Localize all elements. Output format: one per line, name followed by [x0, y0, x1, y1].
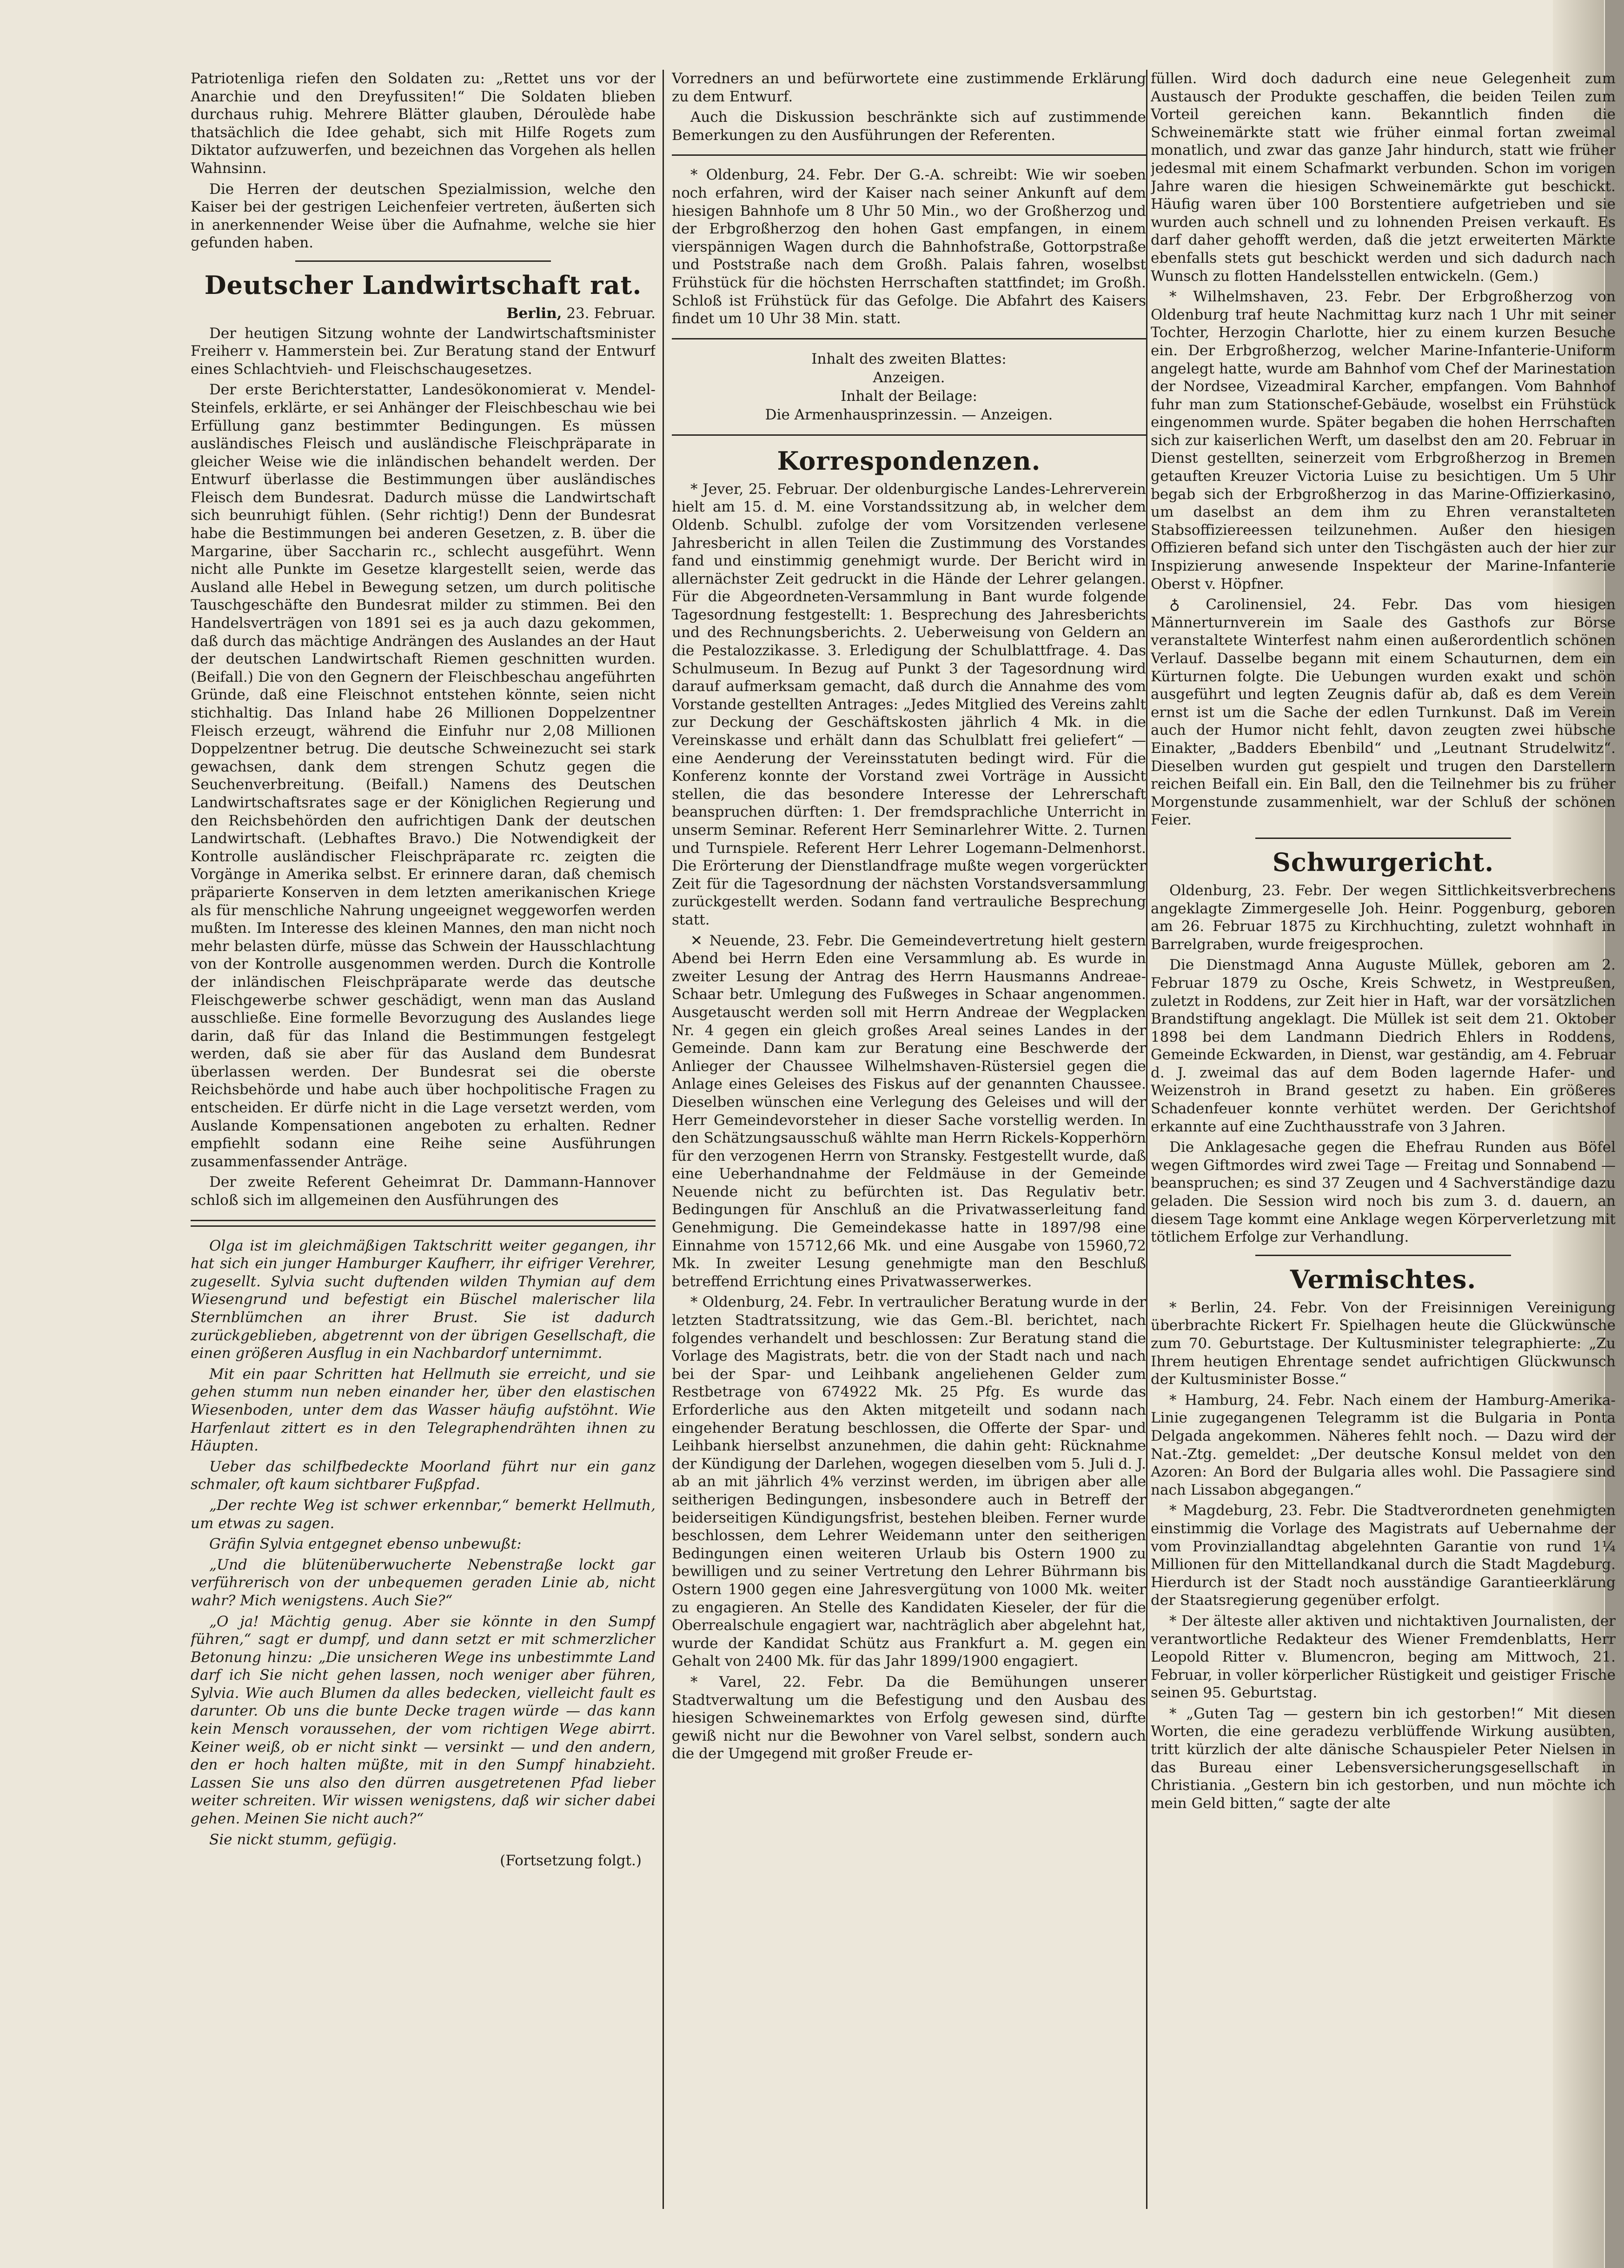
varel-report: * Varel, 22. Febr. Da die Bemühungen unserer Stadtverwaltung um die Befestigung und den Ausbau des hiesigen Schweinemarktes von Erfolg gewesen sind, dürfte gewiß nicht nur die Bewohner von Varel selbst, sondern auch die der Umgegend mit großer Freude er-: [672, 1673, 1146, 1763]
dateline: [191, 305, 656, 323]
paris-report-continuation: Patriotenliga riefen den Soldaten zu: „Rettet uns vor der Anarchie und den Dreyfussiten!“ Die Soldaten blieben durchaus ruhig. Mehrere Blätter glauben, Déroulède habe thatsächlich die Idee gehabt, sich mit Hilfe Rogets zum Diktator aufzuwerfen, und bezeichnen das Vorgehen als hellen Wahnsinn.: [191, 70, 656, 177]
court-report: Die Anklagesache gegen die Ehefrau Runden aus Böfel wegen Giftmordes wird zwei Tage — Freitag und Sonnabend — beanspruchen; es sind 37 Zeugen und 4 Sachverständige dazu geladen. Die Session wird noch bis zum 3. d. dauern, an diesem Tage kommt eine Anklage wegen Körperverletzung mit tötlichem Erfolge zur Verhandlung.: [1151, 1139, 1616, 1246]
oldenburg-stadtrat-report: * Oldenburg, 24. Febr. In vertraulicher Beratung wurde in der letzten Stadtratssitzung, wie das Gem.-Bl. berichtet, nach folgendes verhandelt und beschlossen: Zur Beratung stand die Vorlage des Magistrats, betr. die von der Stadt nach und nach bei der Spar- und Leihbank angeliehenen Gelder zum Restbetrage von 674922 Mk. 25 Pfg. Es wurde das Erforderliche aus den Akten mitgeteilt und sodann nach eingehender Beratung beschlossen, die Offerte der Spar- und Leihbank hierselbst anzunehmen, die dahin geht: Rücknahme der Kündigung der Darlehen, wogegen dieselben vom 5. Juli d. J. ab an mit jährlich 4% verzinst werden, im übrigen aber alle seitherigen Bedingungen, insbesondere auch in Betreff der beiderseitigen Kündigungsfrist, bestehen bleiben. Ferner wurde beschlossen, dem Lehrer Weidemann unter den seitherigen Bedingungen einen weiteren Urlaub bis Ostern 1900 zu bewilligen und zu seiner Vertretung den Lehrer Bührmann bis Ostern 1900 gegen eine Jahresvergütung von 1000 Mk. weiter zu engagieren. An Stelle des Kandidaten Kieseler, der für die Oberrealschule engagiert war, nachträglich aber abgelehnt hat, wurde der Kandidat Schütz aus Frankfurt a. M. gegen ein Gehalt von 2400 Mk. für das Jahr 1899/1900 engagiert.: [672, 1294, 1146, 1670]
court-report: Die Dienstmagd Anna Auguste Müllek, geboren am 2. Februar 1879 zu Osche, Kreis Schwetz, in Westpreußen, zuletzt in Roddens, zur Zeit hier in Haft, war der vorsätzlichen Brandstiftung angeklagt. Die Müllek ist seit dem 21. Oktober 1898 bei dem Landmann Diedrich Ehlers in Roddens, Gemeinde Eckwarden, in Dienst, war geständig, am 4. Februar d. J. zweimal das auf dem Boden lagernde Hafer- und Weizenstroh in Brand gesetzt zu haben. Ein größeres Schadenfeuer konnte verhütet werden. Der Gerichtshof erkannte auf eine Zuchthausstrafe von 3 Jahren.: [1151, 957, 1616, 1135]
section-heading-schwurgericht: Schwurgericht.: [1272, 847, 1494, 877]
story-paragraph: Sie nickt stumm, gefügig.: [209, 1831, 397, 1848]
miscellany-item: * „Guten Tag — gestern bin ich gestorben!“ Mit diesen Worten, die eine geradezu verblüffende Wirkung ausübten, tritt kürzlich der alte dänische Schauspieler Peter Nielsen in das Bureau einer Lebensversicherungsgesellschaft in Christiania. „Gestern bin ich gestorben, und nun möchte ich mein Geld bitten,“ sagte der alte: [1151, 1705, 1616, 1812]
article-paragraph: Vorredners an und befürwortete eine zustimmende Erklärung zu dem Entwurf.: [672, 70, 1146, 105]
section-divider: [672, 154, 1146, 156]
miscellany-item: * Hamburg, 24. Febr. Nach einem der Hamburg-Amerika-Linie zugegangenen Telegramm ist die Bulgaria in Ponta Delgada angekommen. Näheres fehlt noch. — Dazu wird der Nat.-Ztg. gemeldet: „Der deutsche Konsul meldet von den Azoren: An Bord der Bulgaria alles wohl. Die Passagiere sind nach Lissabon abgegangen.“: [1151, 1391, 1616, 1498]
miscellany-item: * Der älteste aller aktiven und nichtaktiven Journalisten, der verantwortliche Redakteur des Wiener Fremdenblatts, Herr Leopold Ritter v. Blumencron, beging am Mittwoch, 21. Februar, in voller körperlicher Rüstigkeit und geistiger Frische seinen 95. Geburtstag.: [1151, 1612, 1616, 1702]
story-paragraph: Gräfin Sylvia entgegnet ebenso unbewußt:: [209, 1536, 522, 1553]
column-rule-1: [663, 70, 664, 2209]
contents-second-sheet-label: Inhalt des zweiten Blattes:: [811, 350, 1007, 367]
varel-report-continuation: füllen. Wird doch dadurch eine neue Gelegenheit zum Austausch der Produkte geschaffen, die beiden Teilen zum Vorteil gereichen kann. Bekanntlich finden die Schweinemärkte statt wie früher einmal fortan zweimal monatlich, und zwar das ganze Jahr hindurch, statt wie früher jedesmal mit einem Schafmarkt verbunden. Schon im vorigen Jahre waren die hiesigen Schweinemärkte gut beschickt. Häufig waren über 100 Borstentiere aufgetrieben und sie wurden auch schnell und zu lohnenden Preisen verkauft. Es darf daher gehofft werden, daß die jetzt erweiterten Märkte ebenfalls stets gut beschickt werden und sich dadurch nach Wunsch zu flotten Handelsstellen entwickeln. (Gem.): [1151, 70, 1616, 285]
feuilleton-divider: [191, 1220, 656, 1227]
contents-supplement-value: Die Armenhausprinzessin. — Anzeigen.: [765, 406, 1053, 423]
story-paragraph: Ueber das schilfbedeckte Moorland führt nur ein ganz schmaler, oft kaum sichtbarer Fußpfad.: [191, 1458, 656, 1493]
contents-second-sheet-value: Anzeigen.: [873, 369, 945, 386]
column-2: [672, 70, 1146, 1766]
column-1: [191, 70, 656, 1870]
column-rule-2: [1146, 70, 1147, 2209]
section-heading-korrespondenzen: Korrespondenzen.: [777, 446, 1041, 476]
story-paragraph: „Und die blütenüberwucherte Nebenstraße lockt gar verführerisch von der unbequemen geraden Linie ab, nicht wahr? Mich wenigstens. Auch Sie?“: [191, 1556, 656, 1609]
section-divider: [1255, 1255, 1511, 1256]
section-heading-vermischtes: Vermischtes.: [1290, 1264, 1477, 1294]
story-paragraph: „O ja! Mächtig genug. Aber sie könnte in den Sumpf führen,“ sagt er dumpf, und dann setzt er mit schmerzlicher Betonung hinzu: „Die unsicheren Wege ins unbestimmte Land darf ich Sie nicht gehen lassen, noch weniger aber führen, Sylvia. Wie auch Blumen da alles bedecken, vielleicht fault es darunter. Ob uns die bunte Decke tragen würde — das kann kein Mensch voraussehen, der vom richtigen Wege abirrt. Keiner weiß, ob er nicht sinkt — versinkt — und den andern, den er hoch halten müßte, mit in den Sumpf hinabzieht. Lassen Sie uns also den dürren ausgetretenen Pfad lieber weiter schreiten. Wir wissen wenigstens, daß wir sicher dabei gehen. Meinen Sie nicht auch?“: [191, 1613, 656, 1828]
story-paragraph: Olga ist im gleichmäßigen Taktschritt weiter gegangen, ihr hat sich ein junger Hamburger Kaufherr, ihr eifriger Verehrer, zugesellt. Sylvia sucht duftenden wilden Thymian auf dem Wiesengrund und befestigt ein Büschel malerischer lila Sternblümchen an ihrer Brust. Sie ist dadurch zurückgeblieben, abgetrennt von der übrigen Gesellschaft, die einen größeren Ausflug in ein Nachbardorf unternimmt.: [191, 1237, 656, 1362]
story-paragraph: Mit ein paar Schritten hat Hellmuth sie erreicht, und sie gehen stumm nun neben einander her, über den elastischen Wiesenboden, unter dem das Wasser häufig aufstöhnt. Wie Harfenlaut zittert es in den Telegraphendrähten ihnen zu Häupten.: [191, 1365, 656, 1455]
section-divider: [1255, 838, 1511, 839]
article-paragraph: Auch die Diskussion beschränkte sich auf zustimmende Bemerkungen zu den Ausführungen der Referenten.: [672, 109, 1146, 144]
column-3: [1151, 70, 1616, 1815]
carolinensiel-report: ♁ Carolinensiel, 24. Febr. Das vom hiesigen Männerturnverein im Saale des Gasthofs zur Börse veranstaltete Winterfest nahm einen außerordentlich schönen Verlauf. Dasselbe begann mit einem Schauturnen, dem ein Kürturnen folgte. Die Uebungen wurden exakt und schön ausgeführt und legten Zeugnis dafür ab, daß es dem Verein ernst ist um die Sache der edlen Turnkunst. Daß im Verein auch der Humor nicht fehlt, davon zeugten zwei hübsche Einakter, „Badders Ebenbild“ und „Leutnant Strudelwitz“. Dieselben wurden gut gespielt und trugen den Darstellern reichen Beifall ein. Ein Ball, den die Teilnehmer bis zu früher Morgenstunde zusammenhielt, war der Schluß der schönen Feier.: [1151, 596, 1616, 829]
article-paragraph: Der heutigen Sitzung wohnte der Landwirtschaftsminister Freiherr v. Hammerstein bei. Zur Beratung stand der Entwurf eines Schlachtvieh- und Fleischschaugesetzes.: [191, 325, 656, 378]
dateline-place: Berlin,: [506, 305, 562, 322]
section-divider: [672, 338, 1146, 339]
section-heading-landwirtschaftsrat: Deutscher Landwirtschaft rat.: [204, 270, 642, 300]
feuilleton-story: [191, 1237, 656, 1870]
miscellany-item: * Magdeburg, 23. Febr. Die Stadtverordneten genehmigten einstimmig die Vorlage des Magistrats auf Uebernahme der vom Provinziallandtag abgelehnten Garantie von rund 1¼ Millionen für den Mittellandkanal durch die Stadt Magdeburg. Hierdurch ist der Stadt noch ausständige Garantieerklärung der Staatsregierung gegenüber erfolgt.: [1151, 1502, 1616, 1609]
oldenburg-kaiser-report: * Oldenburg, 24. Febr. Der G.-A. schreibt: Wie wir soeben noch erfahren, wird der Kaiser nach seiner Ankunft auf dem hiesigen Bahnhofe um 8 Uhr 50 Min., wo der Großherzog und der Erbgroßherzog den hohen Gast empfangen, in einem vierspännigen Wagen durch die Bahnhofstraße, Gottorpstraße und Poststraße nach dem Großh. Palais fahren, woselbst Frühstück für die höchsten Herrschaften stattfindet; im Großh. Schloß ist Frühstück für das Gefolge. Die Abfahrt des Kaisers findet um 10 Uhr 38 Min. statt.: [672, 166, 1146, 327]
neuende-report: ✕ Neuende, 23. Febr. Die Gemeindevertretung hielt gestern Abend bei Herrn Eden eine Versammlung ab. Es wurde in zweiter Lesung der Antrag des Herrn Hausmanns Andreae-Schaar betr. Umlegung des Fußweges in Schaar angenommen. Ausgetauscht werden soll mit Herrn Andreae der Wegplacken Nr. 4 gegen ein gleich großes Areal seines Landes in der Gemeinde. Dann kam zur Beratung eine Beschwerde der Anlieger der Chaussee Wilhelmshaven-Rüstersiel gegen die Anlage eines Geleises des Fiskus auf der genannten Chaussee. Dieselben wünschen eine Verlegung des Geleises und will der Herr Gemeindevorsteher in dieser Sache vorstellig werden. In den Schätzungsausschuß wählte man Herrn Rickels-Kopperhörn für den verzogenen Herrn von Stransky. Festgestellt wurde, daß eine Ueberhandnahme der Feldmäuse in der Gemeinde Neuende nicht zu befürchten ist. Das Regulativ betr. Bedingungen für Anschluß an die Privatwasserleitung fand Genehmigung. Die Gemeindekasse hatte in 1897/98 eine Einnahme von 15712,66 Mk. und eine Ausgabe von 15960,72 Mk. In zweiter Lesung genehmigte man den Beschluß betreffend Errichtung eines Privatwasserwerkes.: [672, 932, 1146, 1290]
section-divider: [672, 434, 1146, 436]
story-paragraph: „Der rechte Weg ist schwer erkennbar,“ bemerkt Hellmuth, um etwas zu sagen.: [191, 1496, 656, 1532]
article-paragraph: Der erste Berichterstatter, Landesökonomierat v. Mendel-Steinfels, erklärte, er sei Anhänger der Fleischbeschau wie bei Erfüllung ganz bestimmter Bedingungen. Es müssen ausländisches Fleisch und ausländische Fleischpräparate in gleicher Weise wie die inländischen behandelt werden. Der Entwurf überlasse die Bestimmungen über ausländisches Fleisch dem Bundesrat. Dadurch müsse die Landwirtschaft sich beunruhigt fühlen. (Sehr richtig!) Denn der Bundesrat habe die Bestimmungen bei anderen Gesetzen, z. B. über die Margarine, über Saccharin rc., schlecht ausgeführt. Wenn nicht alle Punkte im Gesetze klargestellt seien, werde das Ausland alle Hebel in Bewegung setzen, um durch politische Tauschgeschäfte den Bundesrat milder zu stimmen. Bei den Handelsverträgen von 1891 sei es ja auch dazu gekommen, daß durch das mächtige Andrängen des Auslandes an der Haut der deutschen Landwirtschaft Riemen geschnitten wurden. (Beifall.) Die von den Gegnern der Fleischbeschau angeführten Gründe, daß eine Fleischnot entstehen könnte, seien nicht stichhaltig. Das Inland habe 26 Millionen Doppelzentner Fleisch erzeugt, während die Einfuhr nur 2,08 Millionen Doppelzentner betrug. Die deutsche Schweinezucht sei stark gewachsen, dank dem strengen Schutz gegen die Seuchenverbreitung. (Beifall.) Namens des Deutschen Landwirtschaftsrates sage er der Königlichen Regierung und den Reichsbehörden den aufrichtigen Dank der deutschen Landwirtschaft. (Lebhaftes Bravo.) Die Notwendigkeit der Kontrolle ausländischer Fleischpräparate rc. zeigten die Vorgänge in Amerika selbst. Er erinnere daran, daß chemisch präparierte Konserven in dem letzten amerikanischen Kriege als für menschliche Nahrung ungeeignet weggeworfen werden mußten. Im Interesse des kleinen Mannes, den man nicht noch mehr belasten dürfe, müsse das Schwein der Hausschlachtung von der Kontrolle ausgenommen werden. Durch die Kontrolle der inländischen Fleischpräparate werde das deutsche Fleischgewerbe schwer geschädigt, wenn man das Ausland ausschließe. Eine formelle Bevorzugung des Auslandes liege darin, daß für das Inland die Bestimmungen festgelegt werden, daß sie aber für das Ausland dem Bundesrat überlassen werden. Der Bundesrat sei die oberste Reichsbehörde und habe auch über hochpolitische Fragen zu entscheiden. Er dürfe nicht in die Lage versetzt werden, vom Auslande Kompensationen angeboten zu erhalten. Redner empfiehlt sodann eine Reihe seine Ausführungen zusammenfassender Anträge.: [191, 381, 656, 1170]
dateline-date: 23. Februar.: [562, 305, 656, 322]
continuation-note: (Fortsetzung folgt.): [500, 1852, 642, 1869]
miscellany-item: * Berlin, 24. Febr. Von der Freisinnigen Vereinigung überbrachte Rickert Fr. Spielhagen heute die Glückwünsche zum 70. Geburtstage. Der Kultusminister telegraphierte: „Zu Ihrem heutigen Ehrentage sendet aufrichtigen Glückwunsch der Kultusminister Bosse.“: [1151, 1299, 1616, 1388]
section-divider: [295, 260, 551, 262]
contents-supplement-label: Inhalt der Beilage:: [841, 387, 977, 405]
jever-report: * Jever, 25. Februar. Der oldenburgische Landes-Lehrerverein hielt am 15. d. M. eine Vorstandssitzung ab, in welcher dem Oldenb. Schulbl. zufolge der vom Vorsitzenden verlesene Jahresbericht in allen Teilen die Zustimmung des Vorstandes fand und einstimmig genehmigt wurde. Der Bericht wird in allernächster Zeit gedruckt in die Hände der Lehrer gelangen. Für die Abgeordneten-Versammlung in Bant wurde folgende Tagesordnung festgestellt: 1. Besprechung des Jahresberichts und des Rechnungsberichts. 2. Ueberweisung von Geldern an die Pestalozzikasse. 3. Erledigung der Schulblattfrage. 4. Das Schulmuseum. In Bezug auf Punkt 3 der Tagesordnung wird darauf aufmerksam gemacht, daß durch die Annahme des vom Vorstande gestellten Antrages: „Jedes Mitglied des Vereins zahlt zur Deckung der Geschäftskosten jährlich 4 Mk. in die Vereinskasse und erhält dann das Schulblatt frei geliefert“ — eine Aenderung der Vereinsstatuten bedingt wird. Für die Konferenz konnte der Vorstand zwei Vorträge in Aussicht stellen, die das besondere Interesse der Lehrerschaft beanspruchen dürften: 1. Der fremdsprachliche Unterricht in unserm Seminar. Referent Herr Seminarlehrer Witte. 2. Turnen und Turnspiele. Referent Herr Lehrer Logemann-Delmenhorst. Die Erörterung der Dienstlandfrage mußte wegen vorgerückter Zeit für die Tagesordnung der nächsten Vorstandsversammlung zurückgestellt werden. Sodann fand vertrauliche Besprechung statt.: [672, 480, 1146, 928]
wilhelmshaven-report: * Wilhelmshaven, 23. Febr. Der Erbgroßherzog von Oldenburg traf heute Nachmittag kurz nach 1 Uhr mit seiner Tochter, Herzogin Charlotte, hier zu einem kurzen Besuche ein. Der Erbgroßherzog, welcher Marine-Infanterie-Uniform angelegt hatte, wurde am Bahnhof vom Chef der Marinestation der Nordsee, Vizeadmiral Karcher, empfangen. Vom Bahnhof fuhr man zum Stationschef-Gebäude, woselbst ein Frühstück eingenommen wurde. Später begaben die hohen Herrschaften sich zur kaiserlichen Werft, um daselbst den am 20. Februar in Dienst gestellten, seinerzeit vom Erbgroßherzog in Bremen getauften Kreuzer Victoria Luise zu besichtigen. Um 5 Uhr begab sich der Erbgroßherzog in das Marine-Offizierkasino, um daselbst an dem ihm zu Ehren veranstalteten Stabsoffiziereessen teilzunehmen. Außer den hiesigen Offizieren befand sich unter den Tischgästen auch der hier zur Inspizierung anwesende Inspekteur der Marine-Infanterie Oberst v. Höpfner.: [1151, 288, 1616, 592]
article-paragraph: Der zweite Referent Geheimrat Dr. Dammann-Hannover schloß sich im allgemeinen den Ausführungen des: [191, 1174, 656, 1209]
court-report: Oldenburg, 23. Febr. Der wegen Sittlichkeitsverbrechens angeklagte Zimmergeselle Joh. Heinr. Poggenburg, geboren am 26. Februar 1875 zu Kirchhuchting, zuletzt wohnhaft in Barrelgraben, wurde freigesprochen.: [1151, 882, 1616, 953]
special-mission-paragraph: Die Herren der deutschen Spezialmission, welche den Kaiser bei der gestrigen Leichenfeier vertreten, äußerten sich in anerkennender Weise über die Aufnahme, welche sie hier gefunden haben.: [191, 180, 656, 252]
